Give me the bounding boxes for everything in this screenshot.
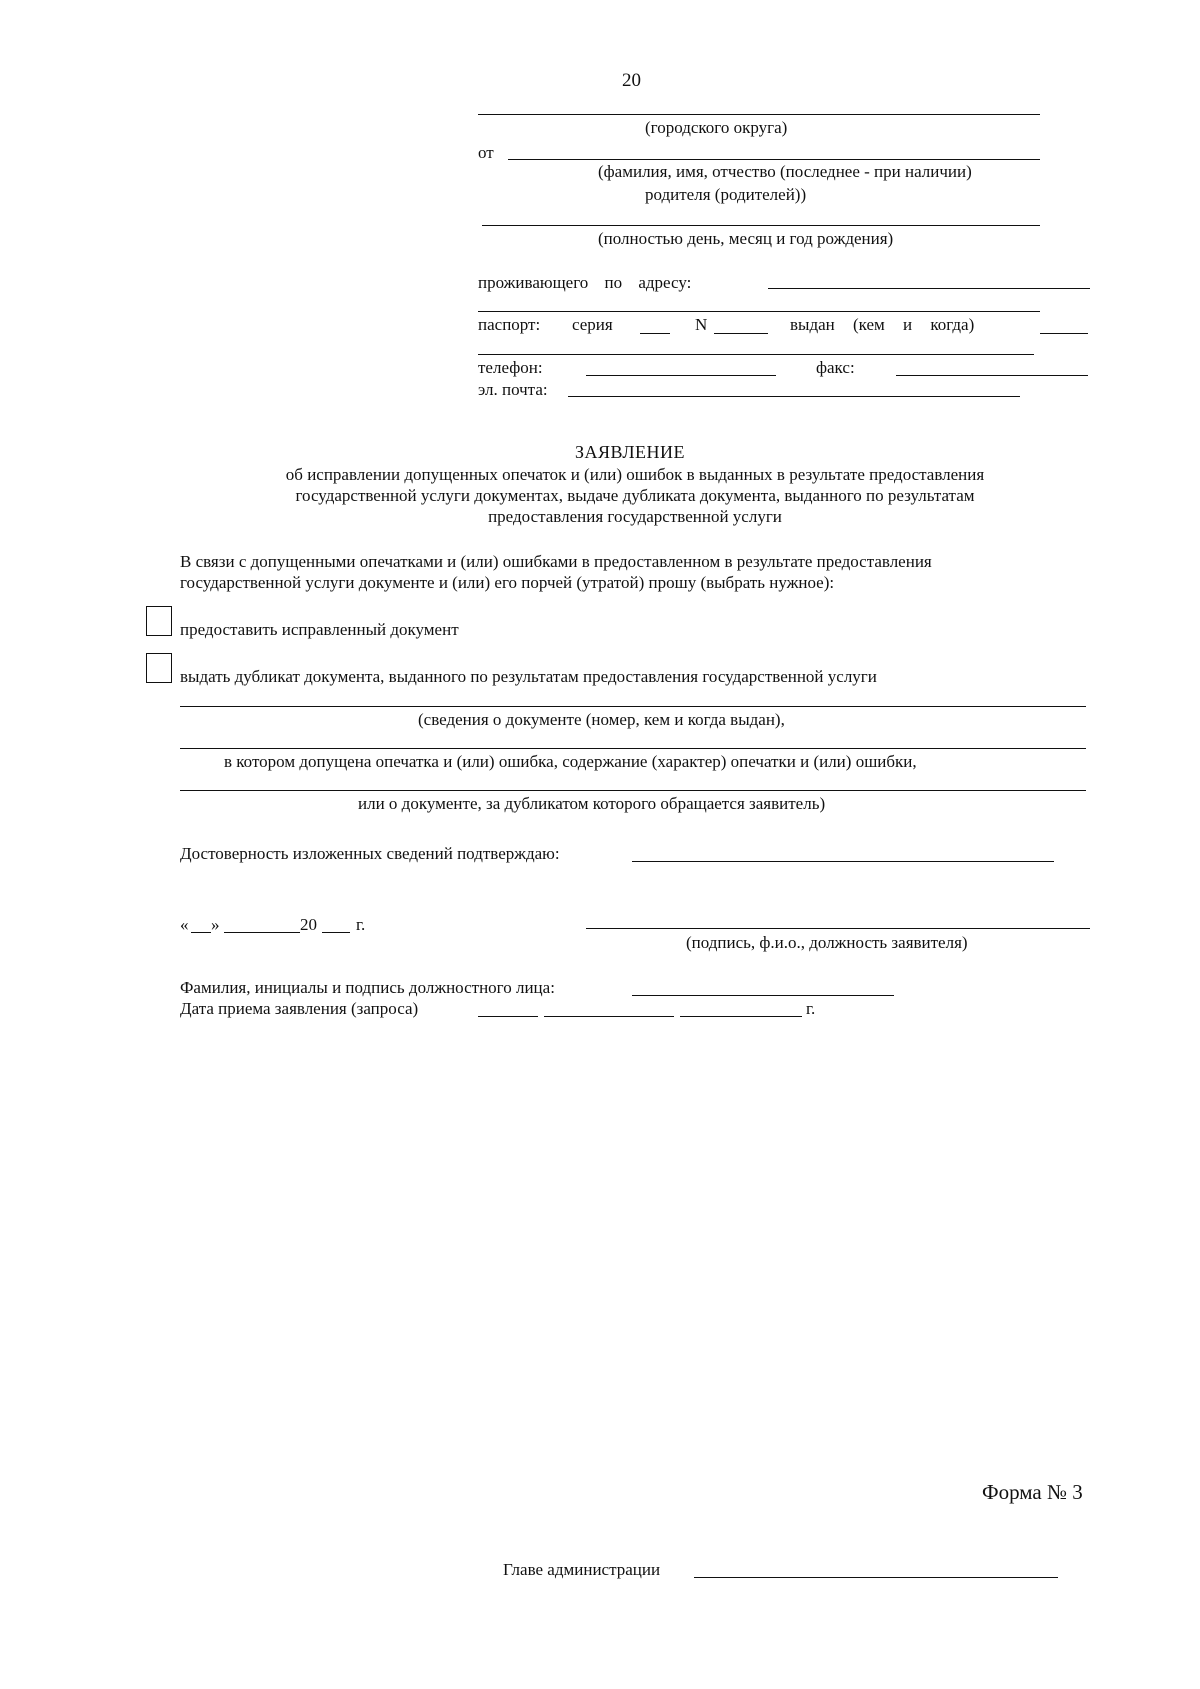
fax-field[interactable] xyxy=(896,375,1088,376)
address-line-2[interactable] xyxy=(478,311,1040,312)
official-name-field[interactable] xyxy=(632,995,894,996)
intro-line2: государственной услуги документе и (или) его порчей (утратой) прошу (выбрать нужное): xyxy=(180,573,835,592)
statement-subtitle-line1: об исправлении допущенных опечаток и (или) ошибок в выданных в результате предоставления xyxy=(285,465,985,484)
statement-title: ЗАЯВЛЕНИЕ xyxy=(575,442,686,462)
document-info-caption-1: (сведения о документе (номер, кем и когда выдан), xyxy=(418,710,785,729)
confirmation-label: Достоверность изложенных сведений подтверждаю: xyxy=(180,844,560,863)
official-date-suffix: г. xyxy=(806,999,816,1018)
page-number: 20 xyxy=(622,70,641,91)
document-info-line-1[interactable] xyxy=(180,706,1086,707)
passport-number-field[interactable] xyxy=(714,333,768,334)
birth-caption: (полностью день, месяц и год рождения) xyxy=(598,229,894,248)
document-info-caption-2: в котором допущена опечатка и (или) ошибка, содержание (характер) опечатки и (или) ошибки, xyxy=(224,752,917,771)
phone-label: телефон: xyxy=(478,358,543,377)
fio-caption-line2: родителя (родителей)) xyxy=(645,185,807,204)
passport-label: паспорт: xyxy=(478,315,541,334)
form-number: Форма № 3 xyxy=(982,1480,1083,1504)
receipt-date-day-field[interactable] xyxy=(478,1016,538,1017)
receipt-date-year-field[interactable] xyxy=(680,1016,802,1017)
fax-label: факс: xyxy=(816,358,855,377)
date-open-quote: « xyxy=(180,915,189,934)
email-field[interactable] xyxy=(568,396,1020,397)
option-corrected-document-checkbox[interactable] xyxy=(146,606,172,636)
document-info-line-2[interactable] xyxy=(180,748,1086,749)
option-duplicate-label: выдать дубликат документа, выданного по результатам предоставления государственной услуги xyxy=(180,667,877,686)
residing-label: проживающего по адресу: xyxy=(478,273,692,292)
addressee-field[interactable] xyxy=(694,1577,1058,1578)
passport-number-label: N xyxy=(695,315,708,334)
option-corrected-document-label: предоставить исправленный документ xyxy=(180,620,459,639)
passport-issued-line-2[interactable] xyxy=(478,354,1034,355)
phone-field[interactable] xyxy=(586,375,776,376)
date-year-prefix: 20 xyxy=(300,915,317,934)
statement-subtitle-line3: предоставления государственной услуги xyxy=(488,507,782,526)
document-info-caption-3: или о документе, за дубликатом которого обращается заявитель) xyxy=(358,794,826,813)
district-caption: (городского округа) xyxy=(645,118,788,137)
receipt-date-month-field[interactable] xyxy=(544,1016,674,1017)
intro-line1: В связи с допущенными опечатками и (или) ошибками в предоставленном в результате предоставления xyxy=(180,552,932,571)
fio-caption-line1: (фамилия, имя, отчество (последнее - при наличии) xyxy=(598,162,972,181)
statement-subtitle-line2: государственной услуги документах, выдаче дубликата документа, выданного по результатам xyxy=(295,486,975,505)
address-line[interactable] xyxy=(768,288,1090,289)
official-date-label: Дата приема заявления (запроса) xyxy=(180,999,419,1018)
signature-caption: (подпись, ф.и.о., должность заявителя) xyxy=(686,933,968,952)
passport-issued-field[interactable] xyxy=(1040,333,1088,334)
district-field-line[interactable] xyxy=(478,114,1040,115)
date-year-field[interactable] xyxy=(322,932,350,933)
birth-date-line[interactable] xyxy=(482,225,1040,226)
passport-series-field[interactable] xyxy=(640,333,670,334)
from-label: от xyxy=(478,143,494,162)
date-year-suffix: г. xyxy=(356,915,366,934)
applicant-signature-field[interactable] xyxy=(586,928,1090,929)
passport-series-label: серия xyxy=(572,315,613,334)
addressee-label: Главе администрации xyxy=(503,1560,661,1579)
date-month-field[interactable] xyxy=(224,932,300,933)
option-duplicate-checkbox[interactable] xyxy=(146,653,172,683)
date-close-quote: » xyxy=(211,915,220,934)
date-day-field[interactable] xyxy=(191,932,211,933)
confirmation-signature-field[interactable] xyxy=(632,861,1054,862)
email-label: эл. почта: xyxy=(478,380,548,399)
document-info-line-3[interactable] xyxy=(180,790,1086,791)
passport-issued-label: выдан (кем и когда) xyxy=(790,315,975,334)
official-name-label: Фамилия, инициалы и подпись должностного лица: xyxy=(180,978,555,997)
applicant-fio-line[interactable] xyxy=(508,159,1040,160)
